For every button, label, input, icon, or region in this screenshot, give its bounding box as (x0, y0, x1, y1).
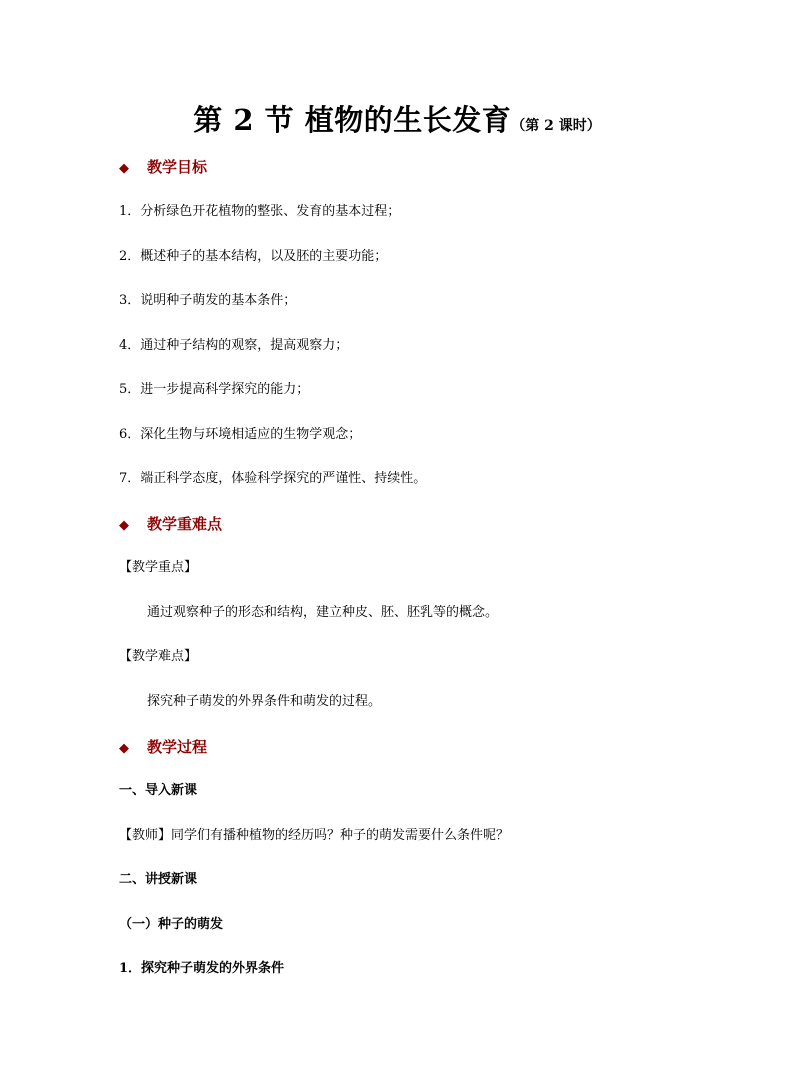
goal-item: 5．进一步提高科学探究的能力； (119, 382, 310, 397)
goal-item: 7．端正科学态度，体验科学探究的严谨性、持续性。 (119, 471, 427, 486)
key-point-label: 【教学重点】 (119, 560, 198, 575)
diamond-icon: ◆ (119, 741, 129, 756)
process-item1-title: 1．探究种子萌发的外界条件 (119, 961, 285, 976)
section-heading-process (119, 737, 207, 759)
goal-item: 1．分析绿色开花植物的整张、发育的基本过程； (119, 204, 401, 219)
process-part1-title: 一、导入新课 (119, 783, 198, 798)
section-heading-key (119, 514, 222, 536)
goal-item: 3．说明种子萌发的基本条件； (119, 293, 297, 308)
process-sub1-title: （一）种子的萌发 (119, 917, 224, 932)
title-main: 第 2 节 植物的生长发育 (193, 103, 512, 137)
diamond-icon: ◆ (119, 518, 129, 533)
key-point-text: 通过观察种子的形态和结构，建立种皮、胚、胚乳等的概念。 (147, 605, 499, 620)
section-heading-goals (119, 157, 207, 179)
goal-item: 2．概述种子的基本结构，以及胚的主要功能； (119, 249, 388, 264)
diamond-icon: ◆ (119, 161, 129, 176)
document-title (0, 98, 794, 139)
process-part1-text: 【教师】同学们有播种植物的经历吗？种子的萌发需要什么条件呢？ (119, 828, 510, 843)
key-heading-text: 教学重难点 (147, 515, 223, 533)
goal-item: 6．深化生物与环境相适应的生物学观念； (119, 427, 362, 442)
process-part2-title: 二、讲授新课 (119, 872, 198, 887)
difficult-point-label: 【教学难点】 (119, 649, 198, 664)
goals-heading-text: 教学目标 (147, 158, 208, 176)
difficult-point-text: 探究种子萌发的外界条件和萌发的过程。 (147, 694, 382, 709)
goal-item: 4．通过种子结构的观察，提高观察力； (119, 338, 349, 353)
process-heading-text: 教学过程 (147, 738, 208, 756)
title-sub: （第 2 课时） (511, 118, 601, 134)
